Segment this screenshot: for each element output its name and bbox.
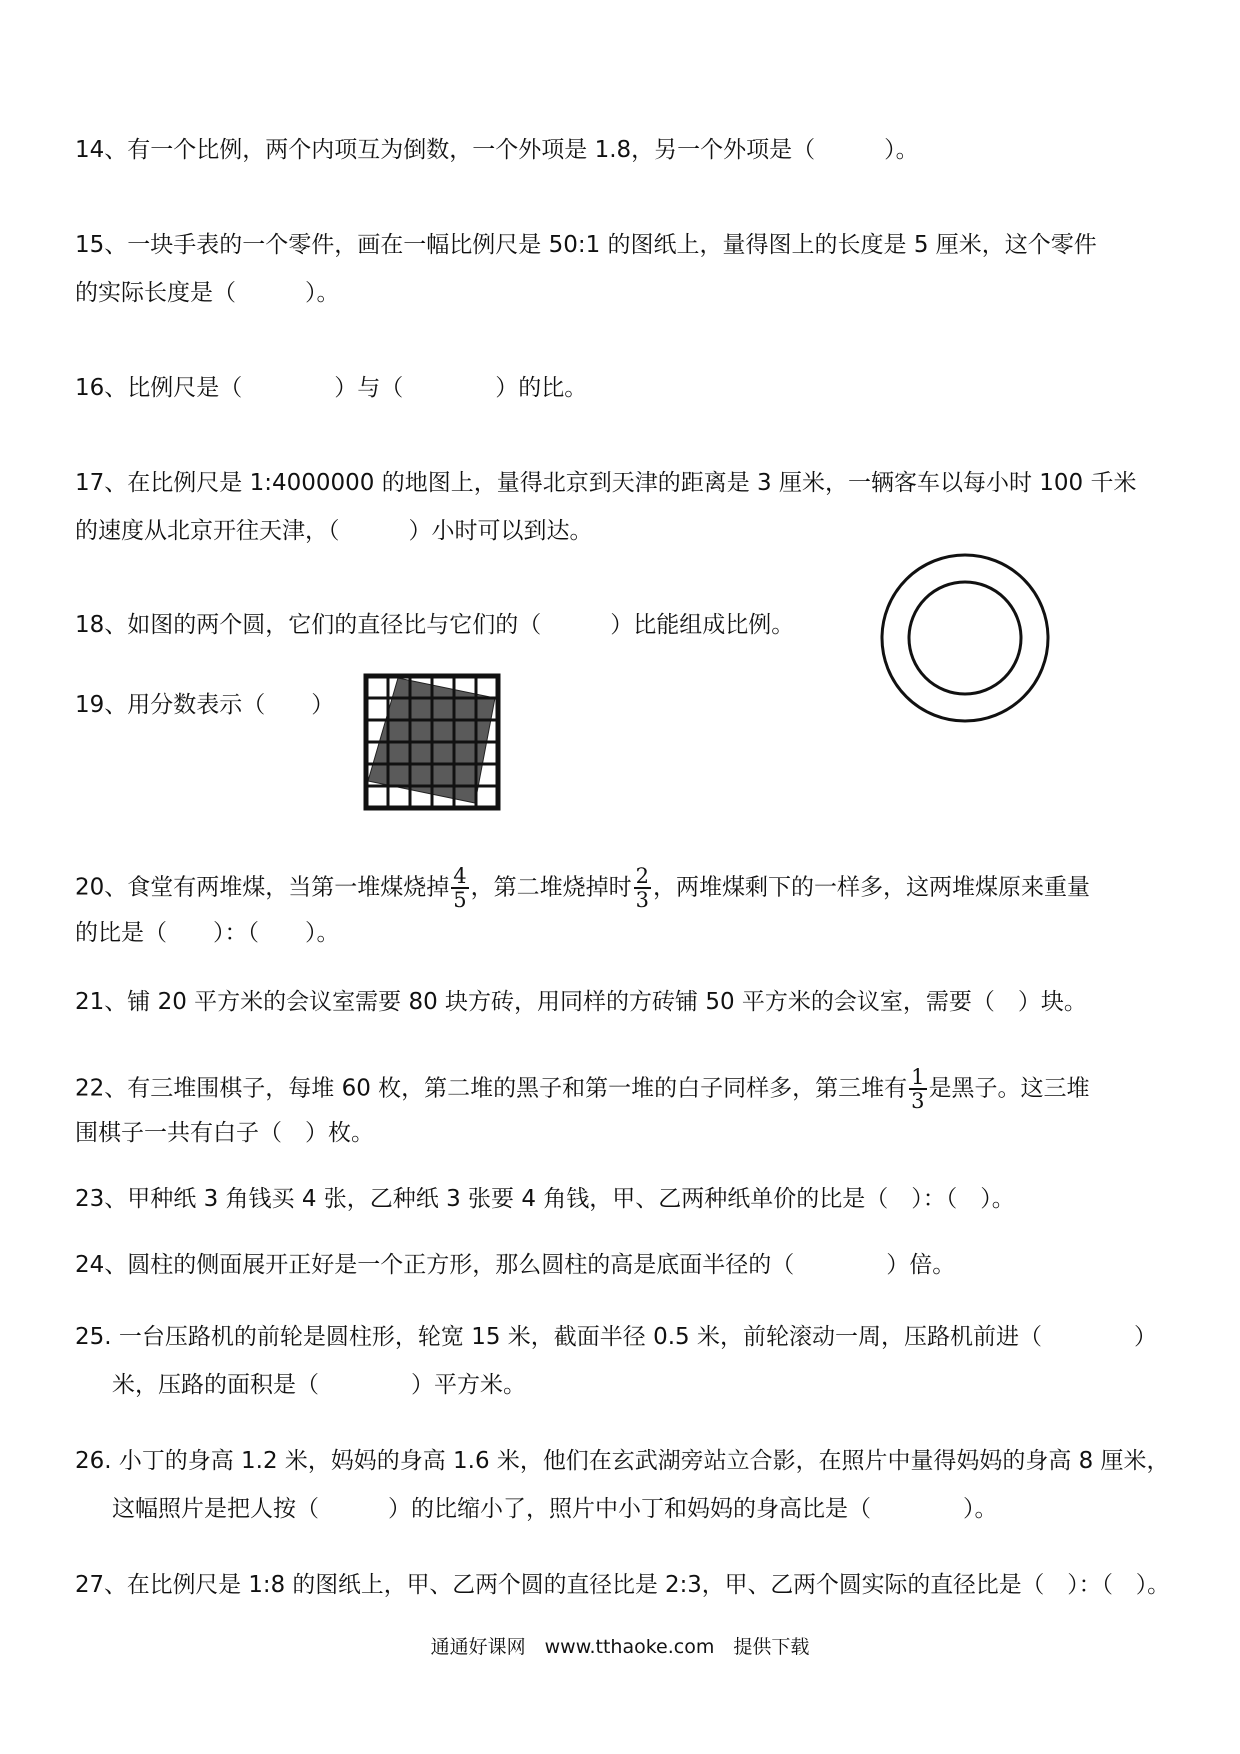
q20-text-b: ，第二堆烧掉时: [470, 874, 632, 901]
q22-fraction-1-3: [909, 1066, 926, 1112]
q15-line1: 15、一块手表的一个零件，画在一幅比例尺是 50:1 的图纸上，量得图上的长度是 5 厘米，这个零件: [75, 232, 1097, 258]
q22-line2: 围棋子一共有白子（ ）枚。: [75, 1120, 374, 1146]
q19-text: 19、用分数表示（ ）: [75, 692, 335, 718]
q23-text: 23、甲种纸 3 角钱买 4 张，乙种纸 3 张要 4 角钱，甲、乙两种纸单价的比是（ ）：（ ）。: [75, 1186, 1015, 1212]
q20-fraction-4-5: [451, 865, 468, 911]
q20-frac1-numerator: 4: [453, 864, 467, 888]
q21: [75, 987, 1087, 1017]
q27: [75, 1570, 1170, 1600]
q20-fraction-2-3: [634, 865, 651, 911]
q17-line1: 17、在比例尺是 1:4000000 的地图上，量得北京到天津的距离是 3 厘米，一辆客车以每小时 100 千米: [75, 470, 1137, 496]
q16: [75, 373, 587, 403]
q26-line1: 26. 小丁的身高 1.2 米，妈妈的身高 1.6 米，他们在玄武湖旁站立合影，在照片中量得妈妈的身高 8 厘米，: [75, 1448, 1170, 1474]
outer-circle: [882, 555, 1048, 721]
concentric-circles-figure: [875, 548, 1055, 728]
q21-text: 21、铺 20 平方米的会议室需要 80 块方砖，用同样的方砖铺 50 平方米的会议室，需要（ ）块。: [75, 989, 1087, 1015]
q20-text-c: ，两堆煤剩下的一样多，这两堆煤原来重量: [653, 874, 1091, 901]
q22-text-a: 22、有三堆围棋子，每堆 60 枚，第二堆的黑子和第一堆的白子同样多，第三堆有: [75, 1075, 908, 1102]
q25-line1: 25. 一台压路机的前轮是圆柱形，轮宽 15 米，截面半径 0.5 米，前轮滚动一周，压路机前进（ ）: [75, 1324, 1157, 1350]
grid-shaded-square-figure: [363, 673, 501, 811]
q25-line2: 米，压路的面积是（ ）平方米。: [112, 1372, 526, 1398]
q20-frac2-numerator: 2: [635, 864, 650, 888]
q22-frac-denominator: 3: [911, 1089, 925, 1113]
q22-line1: [75, 1066, 1090, 1112]
q20-line1: [75, 865, 1090, 911]
q14: [75, 135, 919, 165]
q19: [75, 690, 334, 720]
q18: [75, 610, 794, 640]
q15-line2: 的实际长度是（ ）。: [75, 280, 340, 306]
q18-text: 18、如图的两个圆，它们的直径比与它们的（ ）比能组成比例。: [75, 612, 795, 638]
q17-line2: 的速度从北京开往天津，（ ）小时可以到达。: [75, 518, 593, 544]
q14-text: 14、有一个比例，两个内项互为倒数，一个外项是 1.8，另一个外项是（ ）。: [75, 137, 919, 163]
page-footer: 通通好课网 www.tthaoke.com 提供下载: [430, 1636, 810, 1658]
q26-line2: 这幅照片是把人按（ ）的比缩小了，照片中小丁和妈妈的身高比是（ ）。: [112, 1496, 998, 1522]
q22-frac-numerator: 1: [911, 1065, 925, 1089]
q22-text-b: 是黑子。这三堆: [928, 1075, 1090, 1102]
q23: [75, 1184, 1015, 1214]
q16-text: 16、比例尺是（ ）与（ ）的比。: [75, 375, 588, 401]
q20-frac2-denominator: 3: [635, 888, 650, 912]
q20-frac1-denominator: 5: [453, 888, 467, 912]
q20-text-a: 20、食堂有两堆煤，当第一堆煤烧掉: [75, 874, 450, 901]
q27-text: 27、在比例尺是 1:8 的图纸上，甲、乙两个圆的直径比是 2:3，甲、乙两个圆实际的直径比是（ ）：（ ）。: [75, 1572, 1171, 1598]
q20-line2: 的比是（ ）：（ ）。: [75, 920, 340, 946]
q24: [75, 1250, 955, 1280]
inner-circle: [909, 582, 1021, 694]
q24-text: 24、圆柱的侧面展开正好是一个正方形，那么圆柱的高是底面半径的（ ）倍。: [75, 1252, 956, 1278]
